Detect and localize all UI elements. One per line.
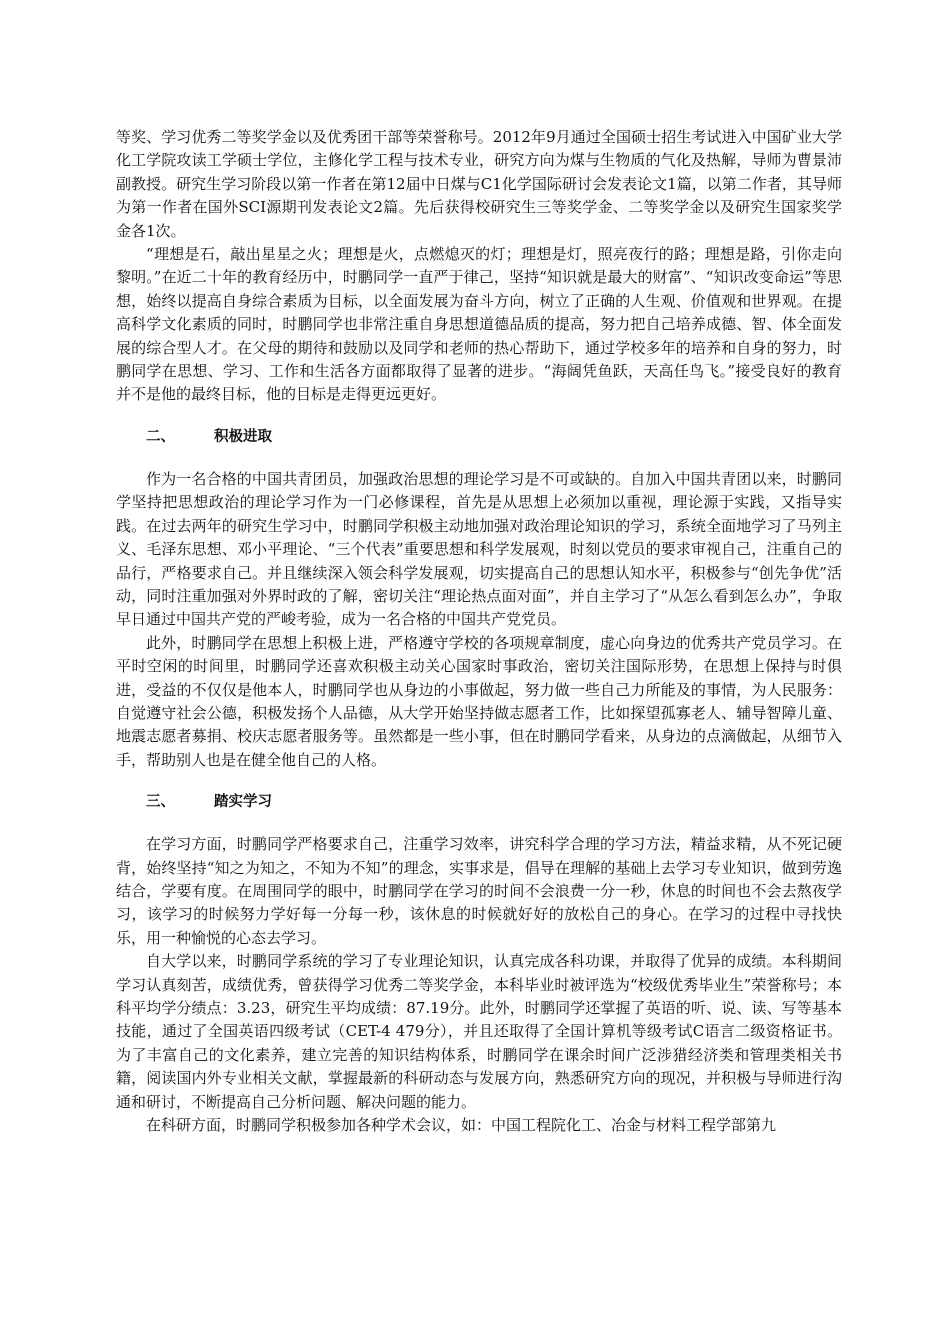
- paragraph-research: 在科研方面，时鹏同学积极参加各种学术会议，如：中国工程院化工、冶金与材料工程学部第九: [146, 1116, 777, 1135]
- section-number: 三、: [146, 794, 175, 811]
- section-heading-2: [116, 426, 842, 449]
- paragraph-volunteer: 此外，时鹏同学在思想上积极上进，严格遵守学校的各项规章制度，虚心向身边的优秀共产党员学习。在平时空闲的时间里，时鹏同学还喜欢积极主动关心国家时事政治，密切关注国际形势，在思想上保持与时俱进，受益的不仅仅是他本人，时鹏同学也从身边的小事做起，努力做一些自己力所能及的事情，为人民服务：自觉遵守社会公德，积极发扬个人品德，从大学开始坚持做志愿者工作，比如探望孤寡老人、辅导智障儿童、地震志愿者募捐、校庆志愿者服务等。虽然都是一些小事，但在时鹏同学看来，从身边的点滴做起，从细节入手，帮助别人也是在健全他自己的人格。: [116, 633, 842, 769]
- paragraph-intro-continued: 等奖、学习优秀二等奖学金以及优秀团干部等荣誉称号。2012年9月通过全国硕士招生考试进入中国矿业大学化工学院攻读工学硕士学位，主修化学工程与技术专业，研究方向为煤与生物质的气化及热解，导师为曹景沛副教授。研究生学习阶段以第一作者在第12届中日煤与C1化学国际研讨会发表论文1篇，以第二作者，其导师为第一作者在国外SCI源期刊发表论文2篇。先后获得校研究生三等奖学金、二等奖学金以及研究生国家奖学金各1次。: [116, 128, 842, 240]
- section-title: 积极进取: [214, 428, 272, 445]
- section-heading-3: [116, 791, 842, 814]
- paragraph-study-method: 在学习方面，时鹏同学严格要求自己，注重学习效率，讲究科学合理的学习方法，精益求精，从不死记硬背，始终坚持“知之为知之，不知为不知”的理念，实事求是，倡导在理解的基础上去学习专业知识，做到劳逸结合，学要有度。在周围同学的眼中，时鹏同学在学习的时间不会浪费一分一秒，休息的时间也不会去熬夜学习，该学习的时候努力学好每一分每一秒，该休息的时候就好好的放松自己的身心。在学习的过程中寻找快乐，用一种愉悦的心态去学习。: [116, 835, 842, 947]
- document-page: [116, 126, 842, 1137]
- paragraph-achievements: 自大学以来，时鹏同学系统的学习了专业理论知识，认真完成各科功课，并取得了优异的成绩。本科期间学习认真刻苦，成绩优秀，曾获得学习优秀二等奖学金，本科毕业时被评选为“校级优秀毕业生”荣誉称号；本科平均学分绩点：3.23，研究生平均成绩：87.19分。此外，时鹏同学还掌握了英语的听、说、读、写等基本技能，通过了全国英语四级考试（CET-4 479分），并且还取得了全国计算机等级考试C语言二级资格证书。为了丰富自己的文化素养，建立完善的知识结构体系，时鹏同学在课余时间广泛涉猎经济类和管理类相关书籍，阅读国内外专业相关文献，掌握最新的科研动态与发展方向，熟悉研究方向的现况，并积极与导师进行沟通和研讨，不断提高自己分析问题、解决问题的能力。: [116, 952, 842, 1111]
- paragraph-political-study: 作为一名合格的中国共青团员，加强政治思想的理论学习是不可或缺的。自加入中国共青团以来，时鹏同学坚持把思想政治的理论学习作为一门必修课程，首先是从思想上必须加以重视，理论源于实践，又指导实践。在过去两年的研究生学习中，时鹏同学积极主动地加强对政治理论知识的学习，系统全面地学习了马列主义、毛泽东思想、邓小平理论、“三个代表”重要思想和科学发展观，时刻以党员的要求审视自己，注重自己的品行，严格要求自己。并且继续深入领会科学发展观，切实提高自己的思想认知水平，积极参与“创先争优”活动，同时注重加强对外界时政的了解，密切关注“理论热点面对面”，并自主学习了“从怎么看到怎么办”，争取早日通过中国共产党的严峻考验，成为一名合格的中国共产党党员。: [116, 469, 842, 629]
- paragraph-ideals: “理想是石，敲出星星之火；理想是火，点燃熄灭的灯；理想是灯，照亮夜行的路；理想是路，引你走向黎明。”在近二十年的教育经历中，时鹏同学一直严于律己，坚持“知识就是最大的财富”、“知识改变命运”等思想，始终以提高自身综合素质为目标，以全面发展为奋斗方向，树立了正确的人生观、价值观和世界观。在提高科学文化素质的同时，时鹏同学也非常注重自身思想道德品质的提高，努力把自己培养成德、智、体全面发展的综合型人才。在父母的期待和鼓励以及同学和老师的热心帮助下，通过学校多年的培养和自身的努力，时鹏同学在思想、学习、工作和生活各方面都取得了显著的进步。“海阔凭鱼跃，天高任鸟飞。”接受良好的教育并不是他的最终目标，他的目标是走得更远更好。: [116, 245, 842, 404]
- section-title: 踏实学习: [214, 794, 272, 811]
- section-number: 二、: [146, 428, 175, 445]
